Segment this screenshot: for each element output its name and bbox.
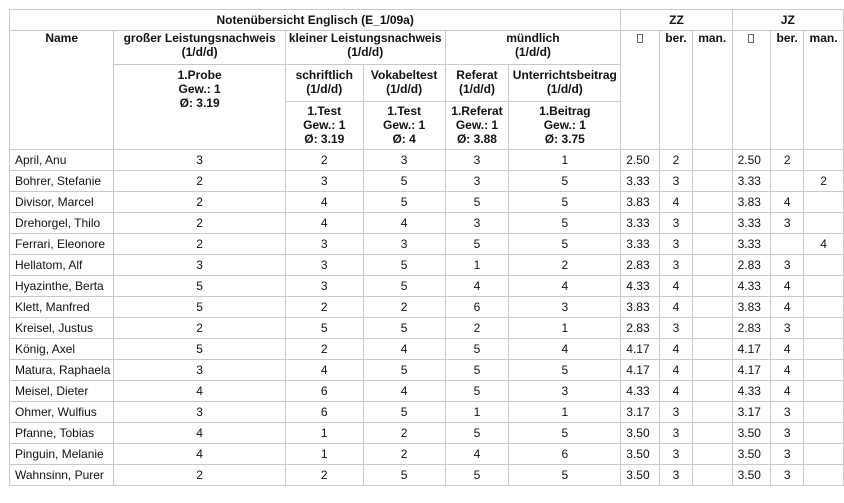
zz-manual-cell	[692, 402, 732, 423]
jz-average-cell: 3.83	[732, 192, 771, 213]
zz-average-cell: 4.33	[621, 276, 660, 297]
test1-header	[285, 102, 363, 150]
table-row	[10, 255, 844, 276]
vokabel-grade-cell: 5	[363, 402, 445, 423]
test1-average: Ø: 3.19	[304, 132, 345, 146]
test-grade-cell: 5	[285, 318, 363, 339]
jz-calculated-cell: 3	[771, 423, 804, 444]
placeholder-glyph-icon	[637, 34, 643, 43]
jz-average-cell: 2.50	[732, 150, 771, 171]
group-gross-header	[114, 31, 285, 65]
test-grade-cell: 2	[285, 339, 363, 360]
jz-manual-cell	[804, 297, 844, 318]
student-name-cell: Matura, Raphaela	[10, 360, 114, 381]
group-klein-header	[285, 31, 445, 65]
probe-label: 1.Probe	[177, 68, 222, 82]
jz-manual-cell	[804, 402, 844, 423]
jz-header: JZ	[732, 10, 843, 31]
jz-calculated-cell: 2	[771, 150, 804, 171]
student-name-cell: April, Anu	[10, 150, 114, 171]
group-klein-scale: (1/d/d)	[347, 45, 384, 59]
jz-manual-cell	[804, 213, 844, 234]
referat-grade-cell: 4	[445, 276, 509, 297]
zz-average-cell: 3.50	[621, 465, 660, 486]
test-grade-cell: 6	[285, 402, 363, 423]
zz-calculated-cell: 3	[660, 423, 693, 444]
table-row	[10, 360, 844, 381]
jz-average-cell: 4.17	[732, 360, 771, 381]
jz-manual-cell	[804, 276, 844, 297]
probe-grade-cell: 2	[114, 234, 285, 255]
beitrag1-label: 1.Beitrag	[539, 104, 591, 118]
referat-grade-cell: 5	[445, 360, 509, 381]
test-grade-cell: 6	[285, 381, 363, 402]
zz-calculated-cell: 4	[660, 297, 693, 318]
referat1-weight: Gew.: 1	[455, 118, 499, 132]
probe-average: Ø: 3.19	[179, 96, 220, 110]
vokabeltest-header	[363, 65, 445, 102]
jz-average-cell: 2.83	[732, 318, 771, 339]
table-row	[10, 465, 844, 486]
referat-name: Referat	[456, 68, 498, 82]
placeholder-glyph-icon	[748, 34, 754, 43]
jz-avg-header	[732, 31, 771, 150]
jz-average-cell: 3.50	[732, 423, 771, 444]
beitrag-grade-cell: 5	[509, 234, 621, 255]
student-name-cell: Ferrari, Eleonore	[10, 234, 114, 255]
zz-calculated-cell: 3	[660, 402, 693, 423]
probe-grade-cell: 2	[114, 465, 285, 486]
zz-manual-cell	[692, 192, 732, 213]
beitrag-grade-cell: 1	[509, 318, 621, 339]
student-name-cell: Divisor, Marcel	[10, 192, 114, 213]
beitrag-grade-cell: 6	[509, 444, 621, 465]
grade-table	[9, 9, 844, 486]
zz-average-cell: 3.83	[621, 297, 660, 318]
vokabeltest-name: Vokabeltest	[370, 68, 438, 82]
student-name-cell: Pfanne, Tobias	[10, 423, 114, 444]
zz-manual-cell	[692, 234, 732, 255]
beitrag1-average: Ø: 3.75	[544, 132, 585, 146]
referat-grade-cell: 5	[445, 234, 509, 255]
referat-grade-cell: 2	[445, 318, 509, 339]
zz-manual-cell	[692, 171, 732, 192]
group-muendlich-header	[445, 31, 621, 65]
table-row	[10, 402, 844, 423]
test2-header	[363, 102, 445, 150]
zz-manual-cell	[692, 423, 732, 444]
zz-manual-cell	[692, 150, 732, 171]
unterricht-name: Unterrichtsbeitrag	[512, 68, 617, 82]
test-grade-cell: 1	[285, 444, 363, 465]
unterricht-header	[509, 65, 621, 102]
test-grade-cell: 3	[285, 255, 363, 276]
unterricht-scale: (1/d/d)	[546, 82, 583, 96]
jz-manual-cell	[804, 381, 844, 402]
referat-grade-cell: 5	[445, 339, 509, 360]
test2-average: Ø: 4	[392, 132, 416, 146]
referat-grade-cell: 3	[445, 150, 509, 171]
test1-label: 1.Test	[307, 104, 342, 118]
student-name-cell: Bohrer, Stefanie	[10, 171, 114, 192]
jz-calculated-cell: 4	[771, 297, 804, 318]
zz-calculated-cell: 4	[660, 276, 693, 297]
zz-man-header: man.	[692, 31, 732, 150]
referat-grade-cell: 4	[445, 444, 509, 465]
test2-label: 1.Test	[387, 104, 422, 118]
beitrag-grade-cell: 5	[509, 171, 621, 192]
test-grade-cell: 2	[285, 297, 363, 318]
vokabel-grade-cell: 4	[363, 381, 445, 402]
jz-average-cell: 4.17	[732, 339, 771, 360]
table-row	[10, 297, 844, 318]
test-grade-cell: 1	[285, 423, 363, 444]
vokabel-grade-cell: 5	[363, 255, 445, 276]
zz-calculated-cell: 3	[660, 234, 693, 255]
table-row	[10, 234, 844, 255]
zz-calculated-cell: 3	[660, 171, 693, 192]
zz-manual-cell	[692, 213, 732, 234]
student-rows	[10, 150, 844, 486]
table-row	[10, 213, 844, 234]
zz-manual-cell	[692, 255, 732, 276]
student-name-cell: Hellatom, Alf	[10, 255, 114, 276]
referat-grade-cell: 3	[445, 213, 509, 234]
group-muendlich-name: mündlich	[506, 31, 560, 45]
zz-average-cell: 3.50	[621, 423, 660, 444]
referat-grade-cell: 1	[445, 402, 509, 423]
probe-grade-cell: 2	[114, 171, 285, 192]
zz-average-cell: 3.33	[621, 234, 660, 255]
zz-calculated-cell: 3	[660, 213, 693, 234]
beitrag-grade-cell: 1	[509, 402, 621, 423]
zz-calculated-cell: 3	[660, 465, 693, 486]
vokabel-grade-cell: 2	[363, 297, 445, 318]
jz-manual-cell	[804, 255, 844, 276]
vokabel-grade-cell: 5	[363, 276, 445, 297]
beitrag-grade-cell: 3	[509, 297, 621, 318]
jz-manual-cell	[804, 465, 844, 486]
schriftlich-scale: (1/d/d)	[306, 82, 343, 96]
jz-average-cell: 3.83	[732, 297, 771, 318]
table-row	[10, 192, 844, 213]
jz-manual-cell	[804, 192, 844, 213]
jz-man-header: man.	[804, 31, 844, 150]
zz-manual-cell	[692, 339, 732, 360]
vokabel-grade-cell: 4	[363, 213, 445, 234]
student-name-cell: König, Axel	[10, 339, 114, 360]
table-row	[10, 150, 844, 171]
probe-grade-cell: 5	[114, 339, 285, 360]
probe-grade-cell: 3	[114, 402, 285, 423]
referat-grade-cell: 5	[445, 465, 509, 486]
jz-manual-cell: 4	[804, 234, 844, 255]
referat1-header	[445, 102, 509, 150]
probe-grade-cell: 2	[114, 318, 285, 339]
vokabel-grade-cell: 3	[363, 150, 445, 171]
vokabeltest-scale: (1/d/d)	[386, 82, 423, 96]
vokabel-grade-cell: 5	[363, 318, 445, 339]
probe-grade-cell: 5	[114, 297, 285, 318]
vokabel-grade-cell: 5	[363, 192, 445, 213]
jz-calculated-cell: 3	[771, 402, 804, 423]
jz-ber-header: ber.	[771, 31, 804, 150]
jz-calculated-cell: 3	[771, 255, 804, 276]
zz-ber-header: ber.	[660, 31, 693, 150]
vokabel-grade-cell: 5	[363, 360, 445, 381]
jz-calculated-cell: 4	[771, 360, 804, 381]
zz-calculated-cell: 4	[660, 192, 693, 213]
beitrag-grade-cell: 4	[509, 276, 621, 297]
group-muendlich-scale: (1/d/d)	[514, 45, 551, 59]
vokabel-grade-cell: 3	[363, 234, 445, 255]
test-grade-cell: 4	[285, 192, 363, 213]
jz-manual-cell	[804, 444, 844, 465]
zz-avg-header	[621, 31, 660, 150]
table-row	[10, 381, 844, 402]
probe-grade-cell: 5	[114, 276, 285, 297]
zz-header: ZZ	[621, 10, 732, 31]
probe-grade-cell: 4	[114, 423, 285, 444]
referat1-average: Ø: 3.88	[456, 132, 497, 146]
jz-calculated-cell: 4	[771, 381, 804, 402]
jz-calculated-cell: 3	[771, 465, 804, 486]
beitrag-grade-cell: 5	[509, 465, 621, 486]
zz-calculated-cell: 2	[660, 150, 693, 171]
jz-calculated-cell	[771, 171, 804, 192]
referat-grade-cell: 6	[445, 297, 509, 318]
student-name-cell: Pinguin, Melanie	[10, 444, 114, 465]
jz-average-cell: 4.33	[732, 381, 771, 402]
beitrag-grade-cell: 5	[509, 360, 621, 381]
zz-average-cell: 4.33	[621, 381, 660, 402]
zz-manual-cell	[692, 318, 732, 339]
zz-average-cell: 4.17	[621, 360, 660, 381]
schriftlich-name: schriftlich	[295, 68, 353, 82]
zz-average-cell: 4.17	[621, 339, 660, 360]
referat1-label: 1.Referat	[451, 104, 503, 118]
jz-average-cell: 4.33	[732, 276, 771, 297]
jz-average-cell: 3.33	[732, 171, 771, 192]
vokabel-grade-cell: 2	[363, 444, 445, 465]
referat-header	[445, 65, 509, 102]
table-row	[10, 339, 844, 360]
beitrag-grade-cell: 5	[509, 213, 621, 234]
vokabel-grade-cell: 4	[363, 339, 445, 360]
zz-manual-cell	[692, 297, 732, 318]
vokabel-grade-cell: 5	[363, 171, 445, 192]
student-name-cell: Kreisel, Justus	[10, 318, 114, 339]
test-grade-cell: 2	[285, 150, 363, 171]
test-grade-cell: 4	[285, 360, 363, 381]
test-grade-cell: 3	[285, 234, 363, 255]
schriftlich-header	[285, 65, 363, 102]
student-name-cell: Ohmer, Wulfius	[10, 402, 114, 423]
jz-calculated-cell: 4	[771, 192, 804, 213]
zz-calculated-cell: 3	[660, 318, 693, 339]
test-grade-cell: 2	[285, 465, 363, 486]
zz-calculated-cell: 3	[660, 255, 693, 276]
zz-average-cell: 3.50	[621, 444, 660, 465]
student-name-cell: Drehorgel, Thilo	[10, 213, 114, 234]
beitrag1-weight: Gew.: 1	[543, 118, 586, 132]
beitrag-grade-cell: 5	[509, 192, 621, 213]
probe-header	[114, 65, 285, 150]
jz-manual-cell	[804, 339, 844, 360]
zz-manual-cell	[692, 444, 732, 465]
zz-average-cell: 3.17	[621, 402, 660, 423]
probe-weight: Gew.: 1	[178, 82, 221, 96]
referat-grade-cell: 5	[445, 192, 509, 213]
student-name-cell: Wahnsinn, Purer	[10, 465, 114, 486]
probe-grade-cell: 2	[114, 192, 285, 213]
zz-calculated-cell: 4	[660, 360, 693, 381]
referat-grade-cell: 3	[445, 171, 509, 192]
probe-grade-cell: 3	[114, 150, 285, 171]
zz-average-cell: 2.83	[621, 318, 660, 339]
test-grade-cell: 4	[285, 213, 363, 234]
jz-manual-cell	[804, 360, 844, 381]
probe-grade-cell: 4	[114, 381, 285, 402]
beitrag-grade-cell: 2	[509, 255, 621, 276]
beitrag-grade-cell: 3	[509, 381, 621, 402]
jz-average-cell: 3.33	[732, 213, 771, 234]
zz-manual-cell	[692, 360, 732, 381]
jz-average-cell: 3.33	[732, 234, 771, 255]
jz-average-cell: 3.50	[732, 465, 771, 486]
probe-grade-cell: 3	[114, 255, 285, 276]
probe-grade-cell: 2	[114, 213, 285, 234]
group-gross-name: großer Leistungsnachweis	[123, 31, 276, 45]
probe-grade-cell: 3	[114, 360, 285, 381]
table-row	[10, 423, 844, 444]
group-gross-scale: (1/d/d)	[181, 45, 218, 59]
zz-average-cell: 3.33	[621, 171, 660, 192]
table-row	[10, 444, 844, 465]
zz-average-cell: 2.50	[621, 150, 660, 171]
jz-average-cell: 2.83	[732, 255, 771, 276]
beitrag-grade-cell: 4	[509, 339, 621, 360]
test-grade-cell: 3	[285, 276, 363, 297]
zz-calculated-cell: 4	[660, 381, 693, 402]
table-row	[10, 276, 844, 297]
referat-scale: (1/d/d)	[458, 82, 495, 96]
name-header: Name	[10, 31, 114, 150]
zz-manual-cell	[692, 465, 732, 486]
jz-manual-cell	[804, 150, 844, 171]
zz-average-cell: 2.83	[621, 255, 660, 276]
jz-manual-cell: 2	[804, 171, 844, 192]
vokabel-grade-cell: 2	[363, 423, 445, 444]
test-grade-cell: 3	[285, 171, 363, 192]
table-row	[10, 171, 844, 192]
vokabel-grade-cell: 5	[363, 465, 445, 486]
jz-average-cell: 3.50	[732, 444, 771, 465]
beitrag-grade-cell: 1	[509, 150, 621, 171]
probe-grade-cell: 4	[114, 444, 285, 465]
table-title: Notenübersicht Englisch (E_1/09a)	[10, 10, 621, 31]
zz-average-cell: 3.33	[621, 213, 660, 234]
referat-grade-cell: 5	[445, 381, 509, 402]
jz-manual-cell	[804, 423, 844, 444]
zz-manual-cell	[692, 276, 732, 297]
zz-average-cell: 3.83	[621, 192, 660, 213]
student-name-cell: Hyazinthe, Berta	[10, 276, 114, 297]
grade-overview	[9, 9, 844, 486]
zz-calculated-cell: 3	[660, 444, 693, 465]
table-row	[10, 318, 844, 339]
referat-grade-cell: 5	[445, 423, 509, 444]
referat-grade-cell: 1	[445, 255, 509, 276]
test2-weight: Gew.: 1	[383, 118, 426, 132]
jz-calculated-cell: 4	[771, 339, 804, 360]
beitrag-grade-cell: 5	[509, 423, 621, 444]
jz-average-cell: 3.17	[732, 402, 771, 423]
zz-calculated-cell: 4	[660, 339, 693, 360]
jz-manual-cell	[804, 318, 844, 339]
test1-weight: Gew.: 1	[303, 118, 346, 132]
group-klein-name: kleiner Leistungsnachweis	[288, 31, 442, 45]
jz-calculated-cell	[771, 234, 804, 255]
jz-calculated-cell: 3	[771, 213, 804, 234]
jz-calculated-cell: 3	[771, 318, 804, 339]
student-name-cell: Meisel, Dieter	[10, 381, 114, 402]
jz-calculated-cell: 3	[771, 444, 804, 465]
zz-manual-cell	[692, 381, 732, 402]
student-name-cell: Klett, Manfred	[10, 297, 114, 318]
jz-calculated-cell: 4	[771, 276, 804, 297]
beitrag1-header	[509, 102, 621, 150]
